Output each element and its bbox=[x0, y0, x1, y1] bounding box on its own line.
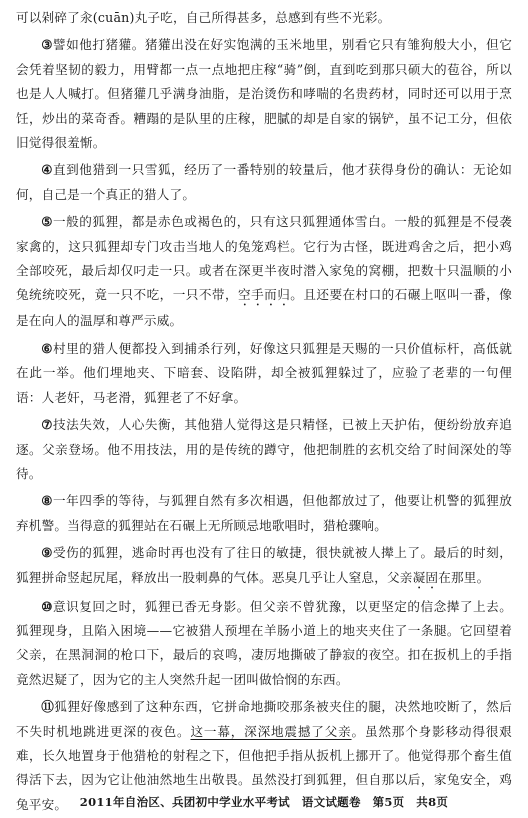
paragraph-number: ⑥ bbox=[41, 340, 54, 356]
paragraph-p7 bbox=[16, 413, 512, 486]
paragraph-p0 bbox=[16, 6, 512, 30]
paragraph-p8 bbox=[16, 489, 512, 538]
paragraph-text: 狐狸好像感到了这种东西，它拼命地撕咬那条被夹住的腿，决然地咬断了，然后不失时机地跳进更深的夜色。 bbox=[16, 699, 513, 739]
paragraph-number: ⑦ bbox=[41, 417, 54, 433]
paragraph-number: ⑩ bbox=[41, 598, 54, 614]
paragraph-number: ④ bbox=[41, 162, 54, 178]
paragraph-text: 譬如他打猪獾。猪獾出没在好实饱满的玉米地里，别看它只有雏狗般大小，但它会凭着坚韧的毅力，用臂都一点一点地把庄稼“骑”倒，直到吃到那只硕大的苞谷，所以也是人人喊打。但猪獾几乎满身油脂，是治烫伤和哮喘的名贵药材，同时还可以用于烹饪，炒出的菜奇香。糟蹋的是队里的庄稼，肥膩的却是自家的锅铲，虽不记工分，但依旧觉得很羞惭。 bbox=[16, 37, 512, 151]
paragraph-text: 技法失效，人心失衡，其他猎人觉得这是只精怪，已被上天护佑，便纷纷放弃追逐。父亲登场。他不用技法，用的是传统的蹲守，他把制胜的玄机交给了时间深处的等待。 bbox=[16, 417, 512, 481]
paragraph-text: 一般的狐狸，都是赤色或褐色的，只有这只狐狸通体雪白。一般的狐狸是不侵袭家禽的，这只狐狸却专门攻击当地人的兔笼鸡栏。它行为古怪，既进鸡舍之后，把小鸡全部咬死，最后却仅叼走一只。或者在深更半夜时潜入家兔的窝棚，把数十只温顺的小兔统统咬死，竟一只不吃，一只不带， bbox=[16, 214, 512, 303]
paragraph-text: 受伤的狐狸，逃命时再也没有了往日的敏捷，很快就被人撵上了。最后的时刻，狐狸拼命竖起尻尾，释放出一股刺鼻的气体。恶臭几乎让人窒息，父亲 bbox=[16, 545, 512, 585]
paragraph-text: 村里的猎人便都投入到捕杀行列，好像这只狐狸是天赐的一只价值标杆，高低就在此一举。他们埋地夹、下暗套、设陷阱，却全被狐狸躲过了，应验了老辈的一句俚语：人老奸，马老滑，狐狸老了不好拿。 bbox=[16, 340, 512, 405]
paragraph-text: 可以剁碎了汆(cuān)丸子吃，自己所得甚多，总感到有些不光彩。 bbox=[16, 10, 391, 25]
paragraph-number: ⑧ bbox=[41, 493, 54, 509]
emphasized-phrase: 凝固 bbox=[412, 569, 439, 585]
paragraph-number: ⑤ bbox=[41, 214, 54, 230]
emphasized-phrase: 空手而归 bbox=[238, 287, 291, 303]
paragraph-p4 bbox=[16, 158, 512, 207]
paragraph-number: ⑪ bbox=[41, 699, 55, 715]
underlined-sentence: 这一幕，深深地震撼了父亲 bbox=[190, 723, 352, 739]
paragraph-text: 在那里。 bbox=[438, 569, 490, 585]
paragraph-text: 意识复回之时，狐狸已香无身影。但父亲不曾犹豫，以更坚定的信念撵了上去。狐狸现身，且陷入困境——它被猎人预埋在羊肠小道上的地夹夹住了一条腿。它回望着父亲，在黑洞洞的枪口下，最后的哀鸣，凄厉地撕破了静寂的夜空。扣在扳机上的手指竟然迟疑了，因为它的主人突然升起一团叫做恰悯的东西。 bbox=[16, 598, 512, 687]
paragraph-p9 bbox=[16, 541, 512, 591]
page-footer: 2011年自治区、兵团初中学业水平考试 语文试题卷 第5页 共8页 bbox=[79, 795, 449, 809]
paragraph-p6 bbox=[16, 337, 512, 410]
paragraph-text: 一年四季的等待，与狐狸自然有多次相遇，但他都放过了，他要让机警的狐狸放弃机警。当得意的狐狸站在石碾上无所顾忌地歌唱时，猎枪骤响。 bbox=[16, 493, 512, 533]
paragraph-p5 bbox=[16, 210, 512, 334]
passage-body bbox=[16, 6, 512, 817]
paragraph-number: ⑨ bbox=[41, 545, 54, 561]
paragraph-p10 bbox=[16, 595, 512, 693]
paragraph-number: ③ bbox=[41, 37, 54, 53]
paragraph-text: 。虽然那个身影移动得很艰难，长久地置身于他猎枪的射程之下，但他把手指从扳机上挪开了。他觉得那个畜生值得活下去，因为它让他油然地生出敬畏。虽然没打到狐狸，但自那以后，家兔安全，鸡兔平安。 bbox=[16, 723, 512, 812]
paragraph-text: 直到他猎到一只雪狐，经历了一番特别的较量后，他才获得身份的确认：无论如何，自己是一个真正的猎人了。 bbox=[16, 162, 512, 202]
paragraph-text: 。且还要在村口的石碾上呕叫一番，像是在向人的温厚和尊严示威。 bbox=[16, 287, 513, 329]
paragraph-p3 bbox=[16, 33, 512, 155]
